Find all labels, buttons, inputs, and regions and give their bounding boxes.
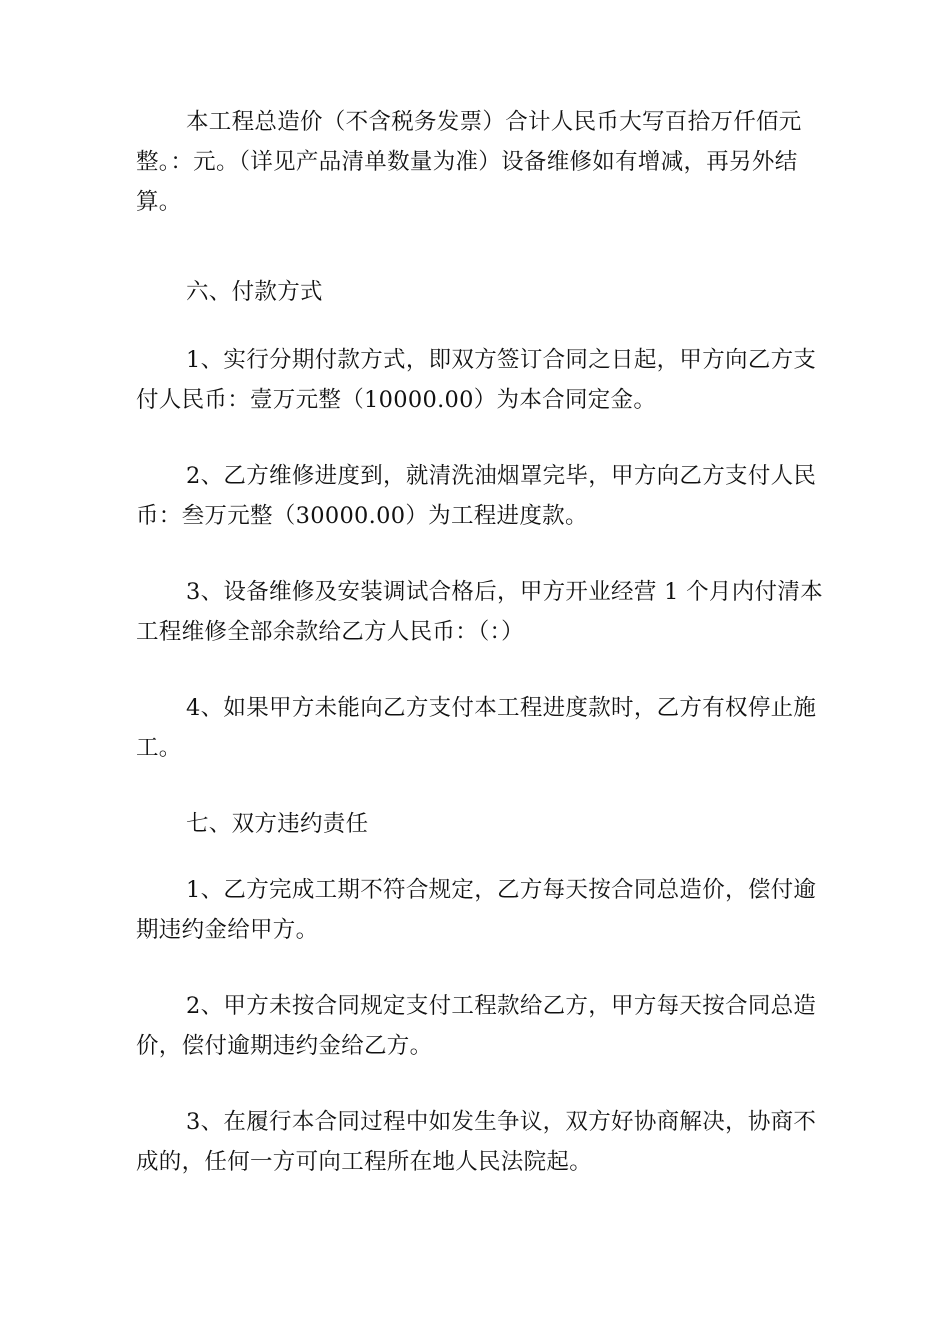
payment-clause-1: 1、实行分期付款方式，即双方签订合同之日起，甲方向乙方支付人民币：壹万元整（10000.00）为本合同定金。: [136, 347, 817, 413]
paragraph-total-price: 本工程总造价（不含税务发票）合计人民币大写百拾万仟佰元整。：元。（详见产品清单数量为准）设备维修如有增减，再另外结算。: [136, 109, 802, 215]
section-heading-payment: 六、付款方式: [186, 279, 323, 305]
payment-clause-4: 4、如果甲方未能向乙方支付本工程进度款时，乙方有权停止施工。: [136, 695, 817, 761]
payment-clause-3: 3、设备维修及安装调试合格后，甲方开业经营 1 个月内付清本工程维修全部余款给乙方人民币：（：）: [136, 579, 823, 645]
payment-clause-2: 2、乙方维修进度到，就清洗油烟罩完毕，甲方向乙方支付人民币：叁万元整（30000.00）为工程进度款。: [136, 463, 817, 529]
liability-clause-3: 3、在履行本合同过程中如发生争议，双方好协商解决，协商不成的，任何一方可向工程所在地人民法院起。: [136, 1109, 817, 1175]
liability-clause-1: 1、乙方完成工期不符合规定，乙方每天按合同总造价，偿付逾期违约金给甲方。: [136, 877, 817, 943]
liability-clause-2: 2、甲方未按合同规定支付工程款给乙方，甲方每天按合同总造价，偿付逾期违约金给乙方。: [136, 993, 817, 1059]
section-heading-liability: 七、双方违约责任: [186, 811, 369, 837]
